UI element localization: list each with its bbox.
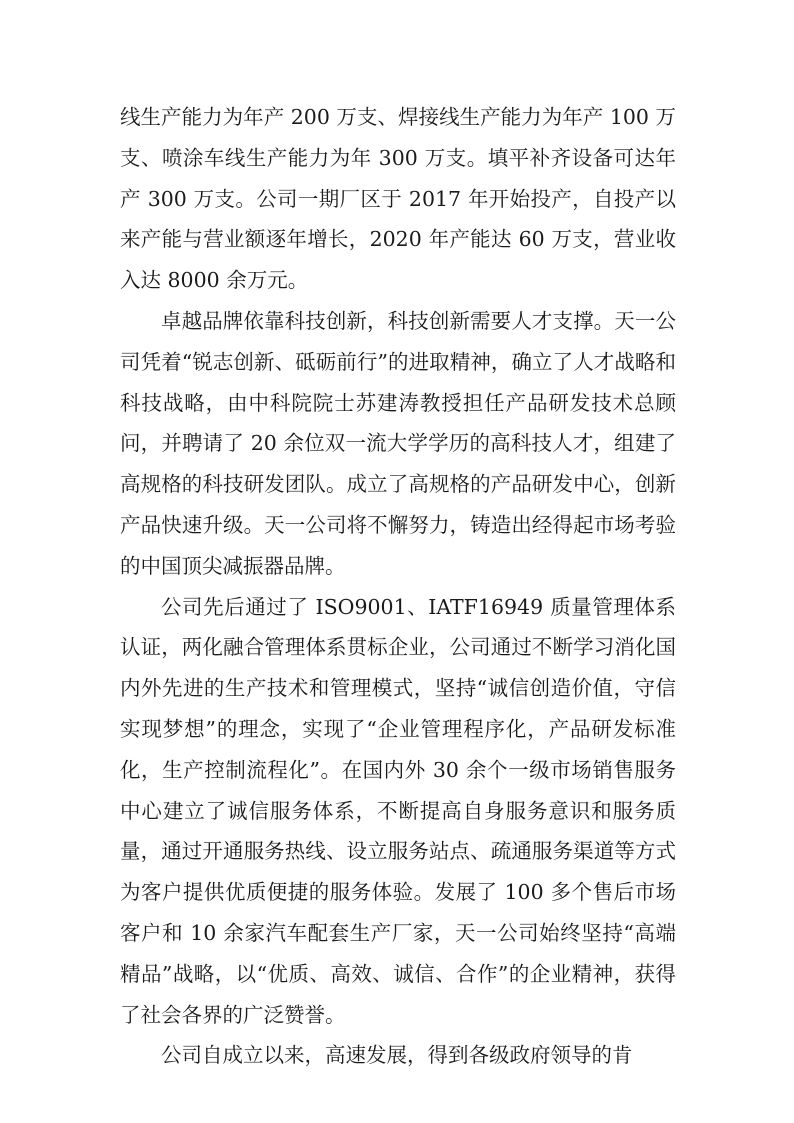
body-text bbox=[120, 97, 676, 1076]
paragraph-tech-innovation: 卓越品牌依靠科技创新，科技创新需要人才支撑。天一公司凭着“锐志创新、砥砺前行”的进取精神，确立了人才战略和科技战略，由中科院院士苏建涛教授担任产品研发技术总顾问，并聘请了 20 余位双一流大学学历的高科技人才，组建了高规格的科技研发团队。成立了高规格的产品研发中心，创新产品快速升级。天一公司将不懈努力，铸造出经得起市场考验的中国顶尖减振器品牌。 bbox=[120, 308, 676, 578]
paragraph-government-recognition: 公司自成立以来，高速发展，得到各级政府领导的肯 bbox=[161, 1043, 633, 1068]
paragraph-quality-management: 公司先后通过了 ISO9001、IATF16949 质量管理体系认证，两化融合管理体系贯标企业，公司通过不断学习消化国内外先进的生产技术和管理模式，坚持“诚信创造价值，守信实现梦想”的理念，实现了“企业管理程序化，产品研发标准化，生产控制流程化”。在国内外 30 余个一级市场销售服务中心建立了诚信服务体系，不断提高自身服务意识和服务质量，通过开通服务热线、设立服务站点、疏通服务渠道等方式为客户提供优质便捷的服务体验。发展了 100 多个售后市场客户和 10 余家汽车配套生产厂家，天一公司始终坚持“高端精品”战略，以“优质、高效、诚信、合作”的企业精神，获得了社会各界的广泛赞誉。 bbox=[120, 594, 676, 1027]
paragraph-production-capacity: 线生产能力为年产 200 万支、焊接线生产能力为年产 100 万支、喷涂车线生产能力为年 300 万支。填平补齐设备可达年产 300 万支。公司一期厂区于 2017 年开始投产，自投产以来产能与营业额逐年增长，2020 年产能达 60 万支，营业收入达 8000 余万元。 bbox=[120, 105, 676, 293]
